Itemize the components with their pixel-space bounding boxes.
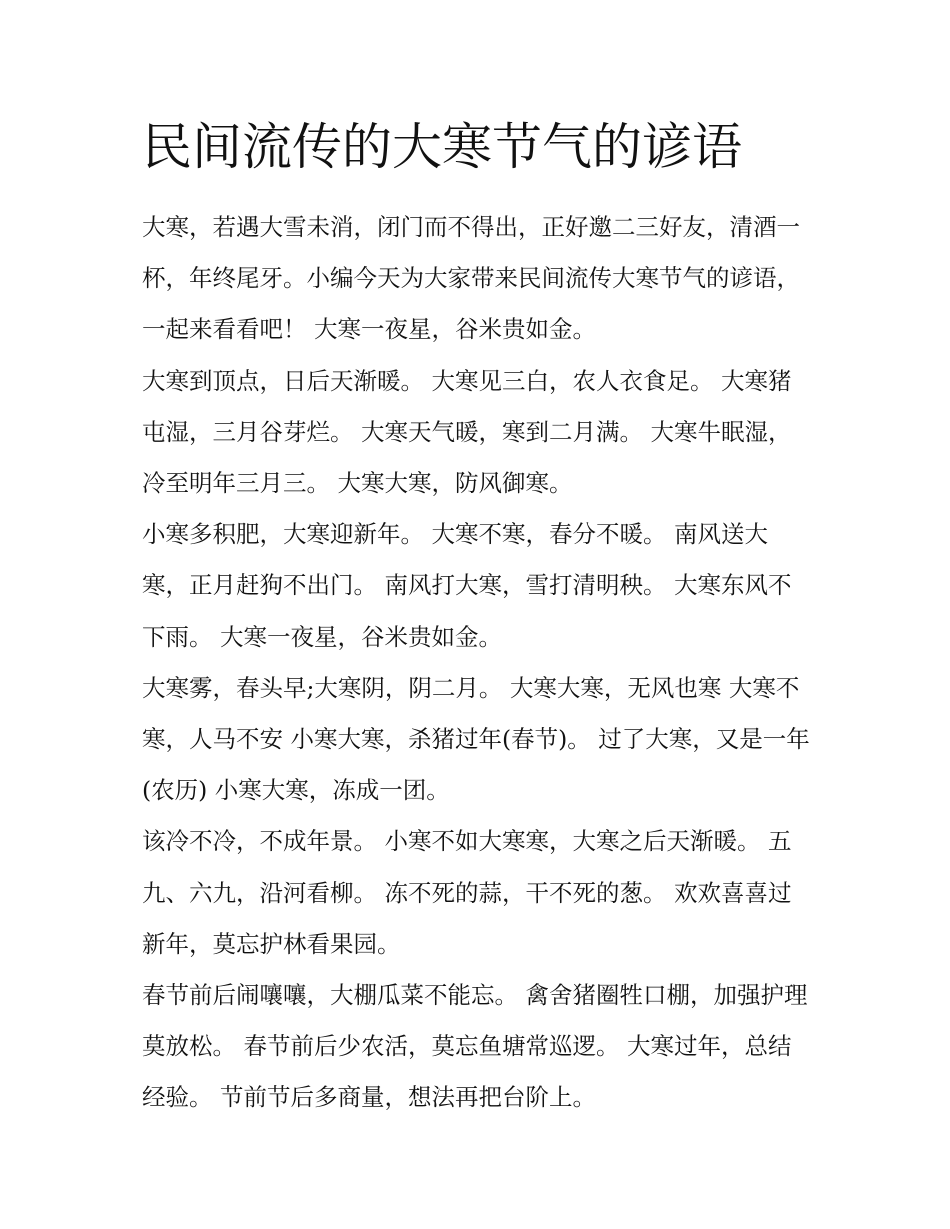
paragraph-2: 大寒到顶点，日后天渐暖。 大寒见三白，农人衣食足。 大寒猪屯湿，三月谷芽烂。 大寒天气暖，寒到二月满。 大寒牛眠湿，冷至明年三月三。 大寒大寒，防风御寒。 (142, 366, 792, 498)
paragraph-4: 大寒雾，春头早;大寒阴，阴二月。 大寒大寒，无风也寒 大寒不寒，人马不安 小寒大寒，杀猪过年(春节)。 过了大寒，又是一年(农历) 小寒大寒，冻成一团。 (142, 673, 810, 805)
document-page (142, 112, 814, 1124)
paragraph-5: 该冷不冷，不成年景。 小寒不如大寒寒，大寒之后天渐暖。 五九、六九，沿河看柳。 冻不死的蒜，干不死的葱。 欢欢喜喜过新年，莫忘护林看果园。 (142, 827, 792, 958)
page-title: 民间流传的大寒节气的谚语 (142, 118, 742, 176)
paragraph-1: 大寒，若遇大雪未消，闭门而不得出，正好邀二三好友，清酒一杯，年终尾牙。小编今天为大家带来民间流传大寒节气的谚语，一起来看看吧！ 大寒一夜星，谷米贵如金。 (142, 213, 800, 344)
paragraph-6: 春节前后闹嚷嚷，大棚瓜菜不能忘。 禽舍猪圈牲口棚，加强护理莫放松。 春节前后少农活，莫忘鱼塘常巡逻。 大寒过年，总结经验。 节前节后多商量，想法再把台阶上。 (142, 981, 808, 1112)
paragraph-3: 小寒多积肥，大寒迎新年。 大寒不寒，春分不暖。 南风送大寒，正月赶狗不出门。 南风打大寒，雪打清明秧。 大寒东风不下雨。 大寒一夜星，谷米贵如金。 (142, 520, 792, 651)
